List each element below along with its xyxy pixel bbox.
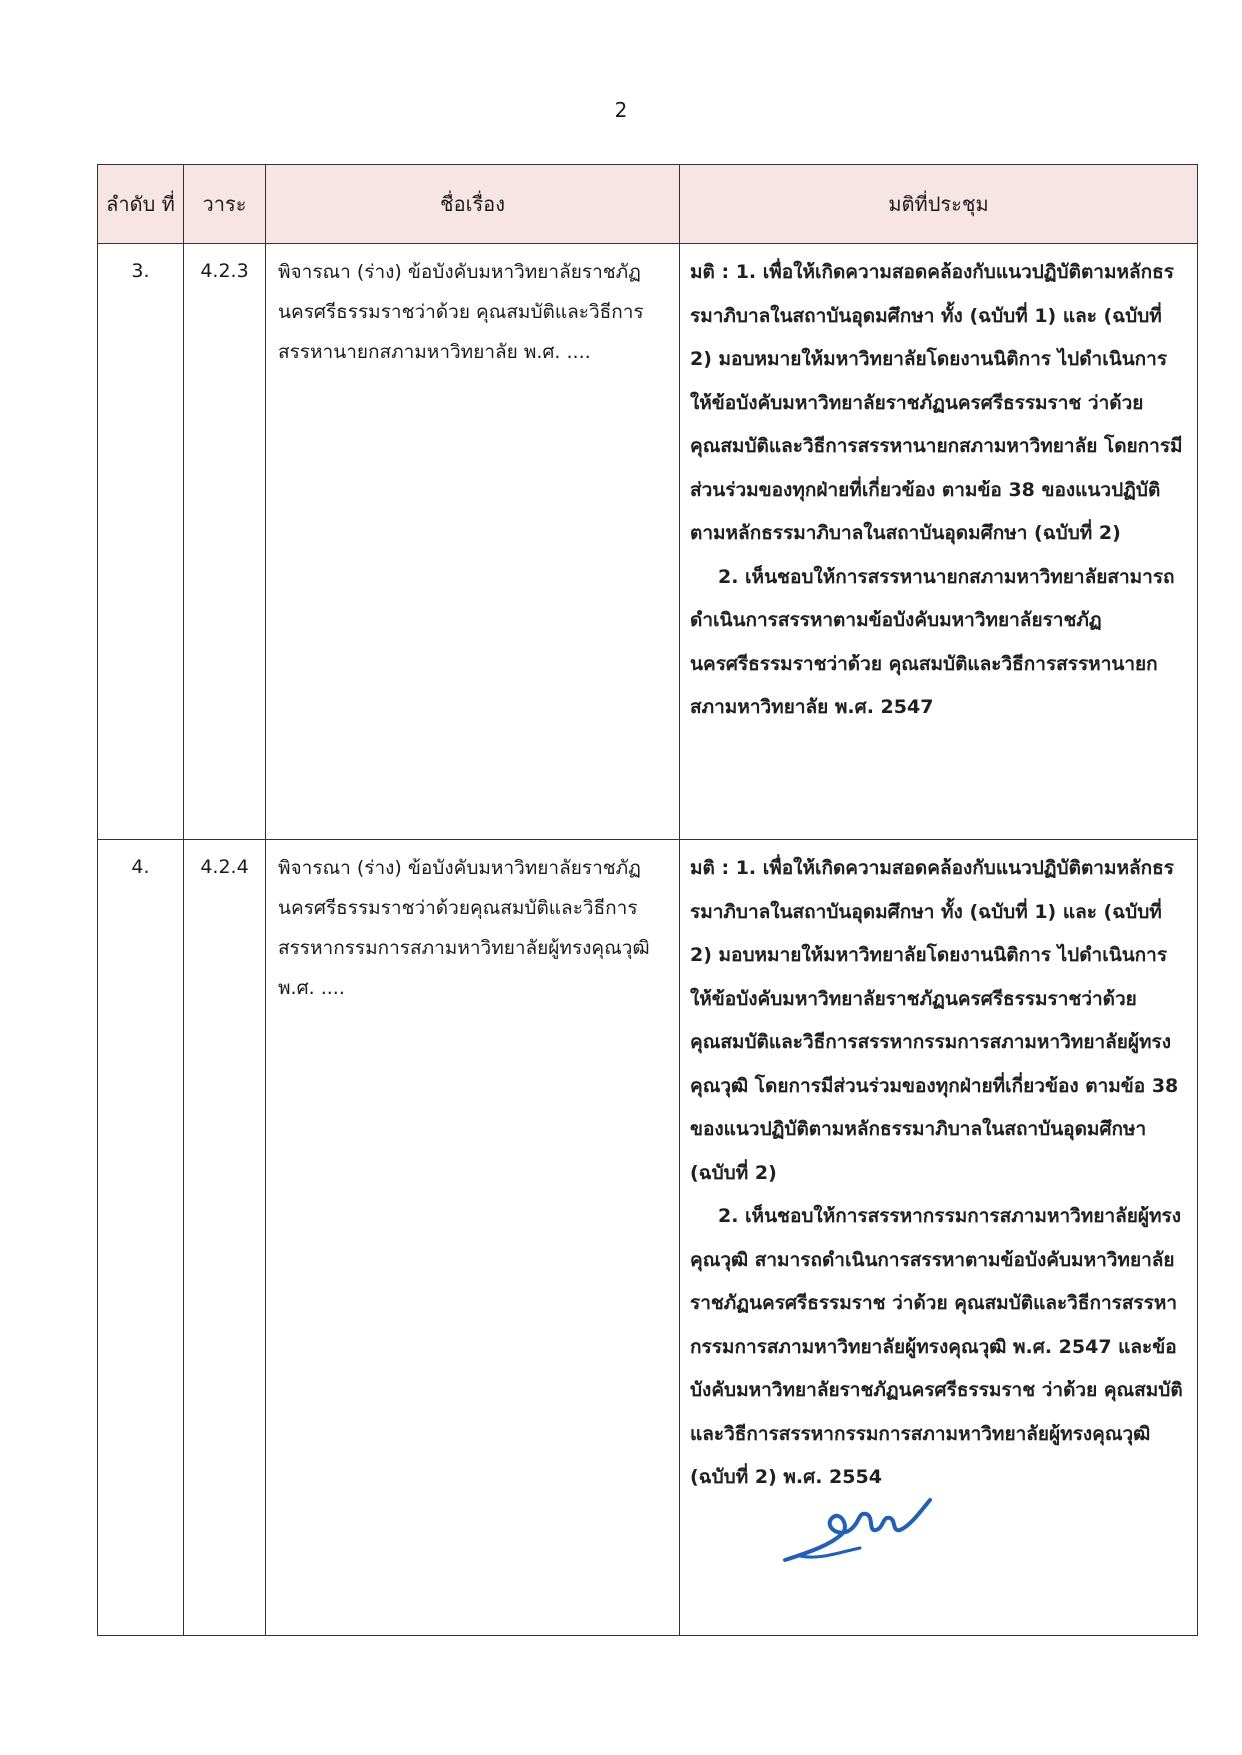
resolution-paragraph-2: 2. เห็นชอบให้การสรรหากรรมการสภามหาวิทยาลัยผู้ทรงคุณวุฒิ สามารถดำเนินการสรรหาตามข้อบังคับมหาวิทยาลัยราชภัฏนครศรีธรรมราช ว่าด้วย คุณสมบัติและวิธีการสรรหากรรมการสภามหาวิทยาลัยผู้ทรงคุณวุฒิ พ.ศ. 2547 และข้อบังคับมหาวิทยาลัยราชภัฏนครศรีธรรมราช ว่าด้วย คุณสมบัติและวิธีการสรรหากรรมการสภามหาวิทยาลัยผู้ทรงคุณวุฒิ (ฉบับที่ 2) พ.ศ. 2554 (690, 1205, 1183, 1488)
table-row (98, 840, 1198, 1636)
row-no: 3. (98, 244, 184, 840)
signature (780, 1490, 940, 1570)
row-no: 4. (98, 840, 184, 1636)
minutes-table (97, 164, 1198, 1636)
table-header-row (98, 165, 1198, 244)
header-no: ลำดับ ที่ (98, 165, 184, 244)
resolution-paragraph-1: มติ : 1. เพื่อให้เกิดความสอดคล้องกับแนวปฏิบัติตามหลักธรรมาภิบาลในสถาบันอุดมศึกษา ทั้ง (ฉบับที่ 1) และ (ฉบับที่ 2) มอบหมายให้มหาวิทยาลัยโดยงานนิติการ ไปดำเนินการให้ข้อบังคับมหาวิทยาลัยราชภัฏนครศรีธรรมราชว่าด้วยคุณสมบัติและวิธีการสรรหากรรมการสภามหาวิทยาลัยผู้ทรงคุณวุฒิ โดยการมีส่วนร่วมของทุกฝ่ายที่เกี่ยวข้อง ตามข้อ 38 ของแนวปฏิบัติตามหลักธรรมาภิบาลในสถาบันอุดมศึกษา (ฉบับที่ 2) (690, 857, 1179, 1184)
row-resolution (680, 244, 1198, 840)
row-agenda: 4.2.3 (184, 244, 266, 840)
header-resolution: มติที่ประชุม (680, 165, 1198, 244)
resolution-paragraph-2: 2. เห็นชอบให้การสรรหานายกสภามหาวิทยาลัยสามารถดำเนินการสรรหาตามข้อบังคับมหาวิทยาลัยราชภัฏนครศรีธรรมราชว่าด้วย คุณสมบัติและวิธีการสรรหานายกสภามหาวิทยาลัย พ.ศ. 2547 (690, 565, 1175, 718)
row-subject: พิจารณา (ร่าง) ข้อบังคับมหาวิทยาลัยราชภัฏนครศรีธรรมราชว่าด้วย คุณสมบัติและวิธีการสรรหานายกสภามหาวิทยาลัย พ.ศ. .... (266, 244, 680, 840)
row-subject: พิจารณา (ร่าง) ข้อบังคับมหาวิทยาลัยราชภัฏนครศรีธรรมราชว่าด้วยคุณสมบัติและวิธีการสรรหากรรมการสภามหาวิทยาลัยผู้ทรงคุณวุฒิ พ.ศ. .... (266, 840, 680, 1636)
resolution-paragraph-1: มติ : 1. เพื่อให้เกิดความสอดคล้องกับแนวปฏิบัติตามหลักธรรมาภิบาลในสถาบันอุดมศึกษา ทั้ง (ฉบับที่ 1) และ (ฉบับที่ 2) มอบหมายให้มหาวิทยาลัยโดยงานนิติการ ไปดำเนินการให้ข้อบังคับมหาวิทยาลัยราชภัฏนครศรีธรรมราช ว่าด้วย คุณสมบัติและวิธีการสรรหานายกสภามหาวิทยาลัย โดยการมีส่วนร่วมของทุกฝ่ายที่เกี่ยวข้อง ตามข้อ 38 ของแนวปฏิบัติตามหลักธรรมาภิบาลในสถาบันอุดมศึกษา (ฉบับที่ 2) (690, 261, 1183, 544)
header-subject: ชื่อเรื่อง (266, 165, 680, 244)
header-agenda: วาระ (184, 165, 266, 244)
row-agenda: 4.2.4 (184, 840, 266, 1636)
page-number: 2 (614, 98, 628, 122)
table-row (98, 244, 1198, 840)
